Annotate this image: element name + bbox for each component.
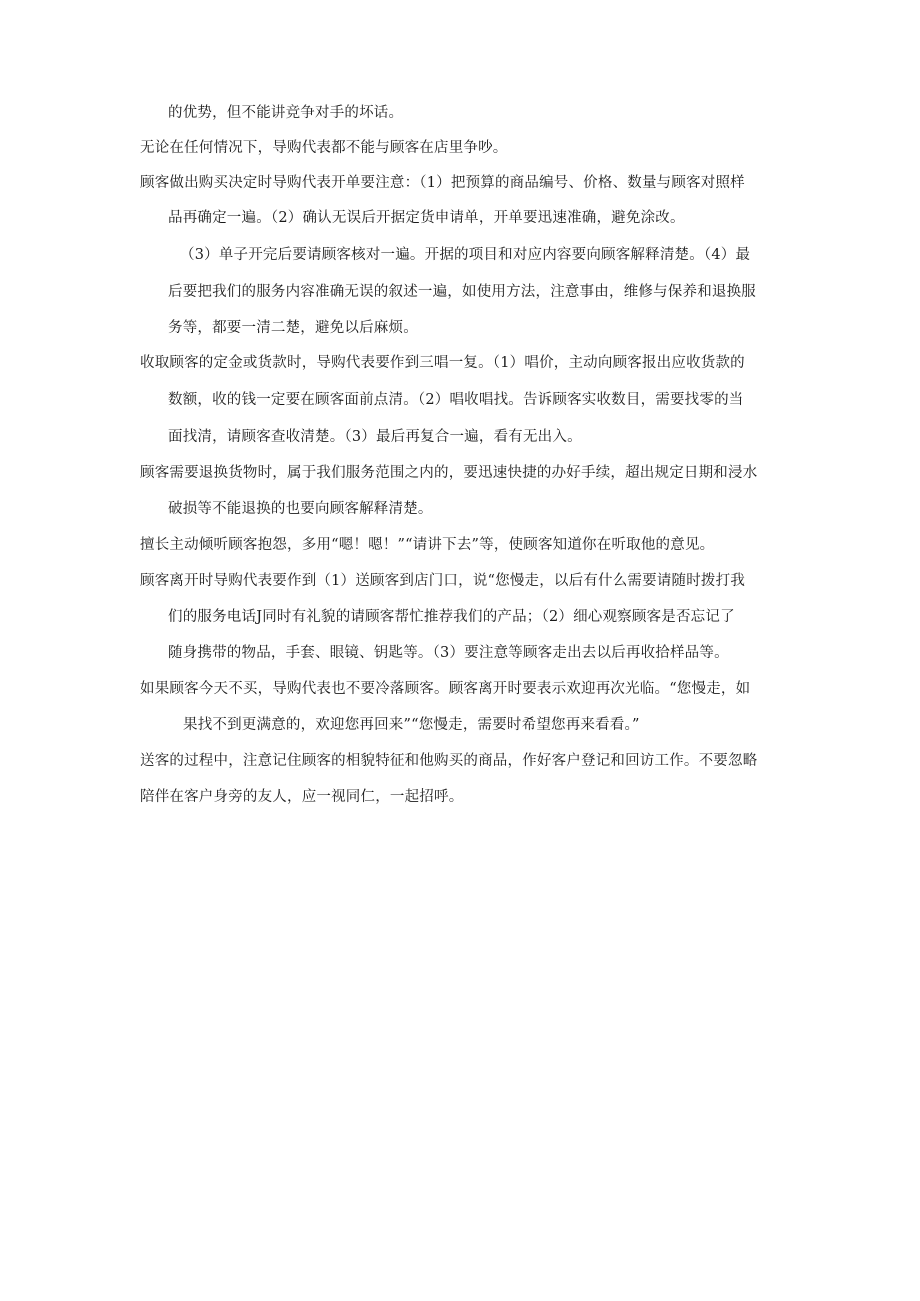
text-line: 们的服务电话J同时有礼貌的请顾客帮忙推荐我们的产品；（2）细心观察顾客是否忘记了 (168, 609, 735, 625)
text-line: 陪伴在客户身旁的友人，应一视同仁，一起招呼。 (140, 789, 464, 805)
text-line: 果找不到更满意的，欢迎您再回来”“您慢走，需要时希望您再来看看。” (183, 717, 640, 733)
text-line: 送客的过程中，注意记住顾客的相貌特征和他购买的商品，作好客户登记和回访工作。不要忽略 (140, 753, 758, 769)
text-line: 顾客做出购买决定时导购代表开单要注意：（1）把预算的商品编号、价格、数量与顾客对照样 (140, 175, 745, 191)
text-line: 数额，收的钱一定要在顾客面前点清。（2）唱收唱找。告诉顾客实收数目，需要找零的当 (168, 392, 744, 408)
text-line: 随身携带的物品，手套、眼镜、钥匙等。（3）要注意等顾客走出去以后再收拾样品等。 (168, 645, 729, 661)
text-line: 破损等不能退换的也要向顾客解释清楚。 (168, 501, 433, 517)
text-line: 的优势，但不能讲竞争对手的坏话。 (168, 105, 404, 121)
text-line: 收取顾客的定金或货款时，导购代表要作到三唱一复。（1）唱价，主动向顾客报出应收货款的 (140, 355, 745, 371)
text-line: 擅长主动倾听顾客抱怨，多用“嗯！嗯！”“请讲下去”等，使顾客知道你在听取他的意见。 (140, 537, 715, 553)
text-line: 品再确定一遍。（2）确认无误后开据定货申请单，开单要迅速准确，避免涂改。 (168, 210, 685, 226)
text-line: 如果顾客今天不买，导购代表也不要冷落顾客。顾客离开时要表示欢迎再次光临。“您慢走，如 (140, 681, 751, 697)
text-line: 后要把我们的服务内容准确无误的叙述一遍，如使用方法，注意事由，维修与保养和退换服 (168, 284, 756, 300)
text-line: 面找清，请顾客查收清楚。（3）最后再复合一遍，看有无出入。 (168, 429, 582, 445)
text-line: （3）单子开完后要请顾客核对一遍。开据的项目和对应内容要向顾客解释清楚。（4）最 (180, 247, 751, 263)
text-line: 顾客需要退换货物时，属于我们服务范围之内的，要迅速快捷的办好手续，超出规定日期和浸水 (140, 465, 758, 481)
text-line: 务等，都要一清二楚，避免以后麻烦。 (168, 320, 418, 336)
text-line: 顾客离开时导购代表要作到（1）送顾客到店门口，说“您慢走，以后有什么需要请随时拨打我 (140, 573, 746, 589)
text-line: 无论在任何情况下，导购代表都不能与顾客在店里争吵。 (140, 140, 508, 156)
